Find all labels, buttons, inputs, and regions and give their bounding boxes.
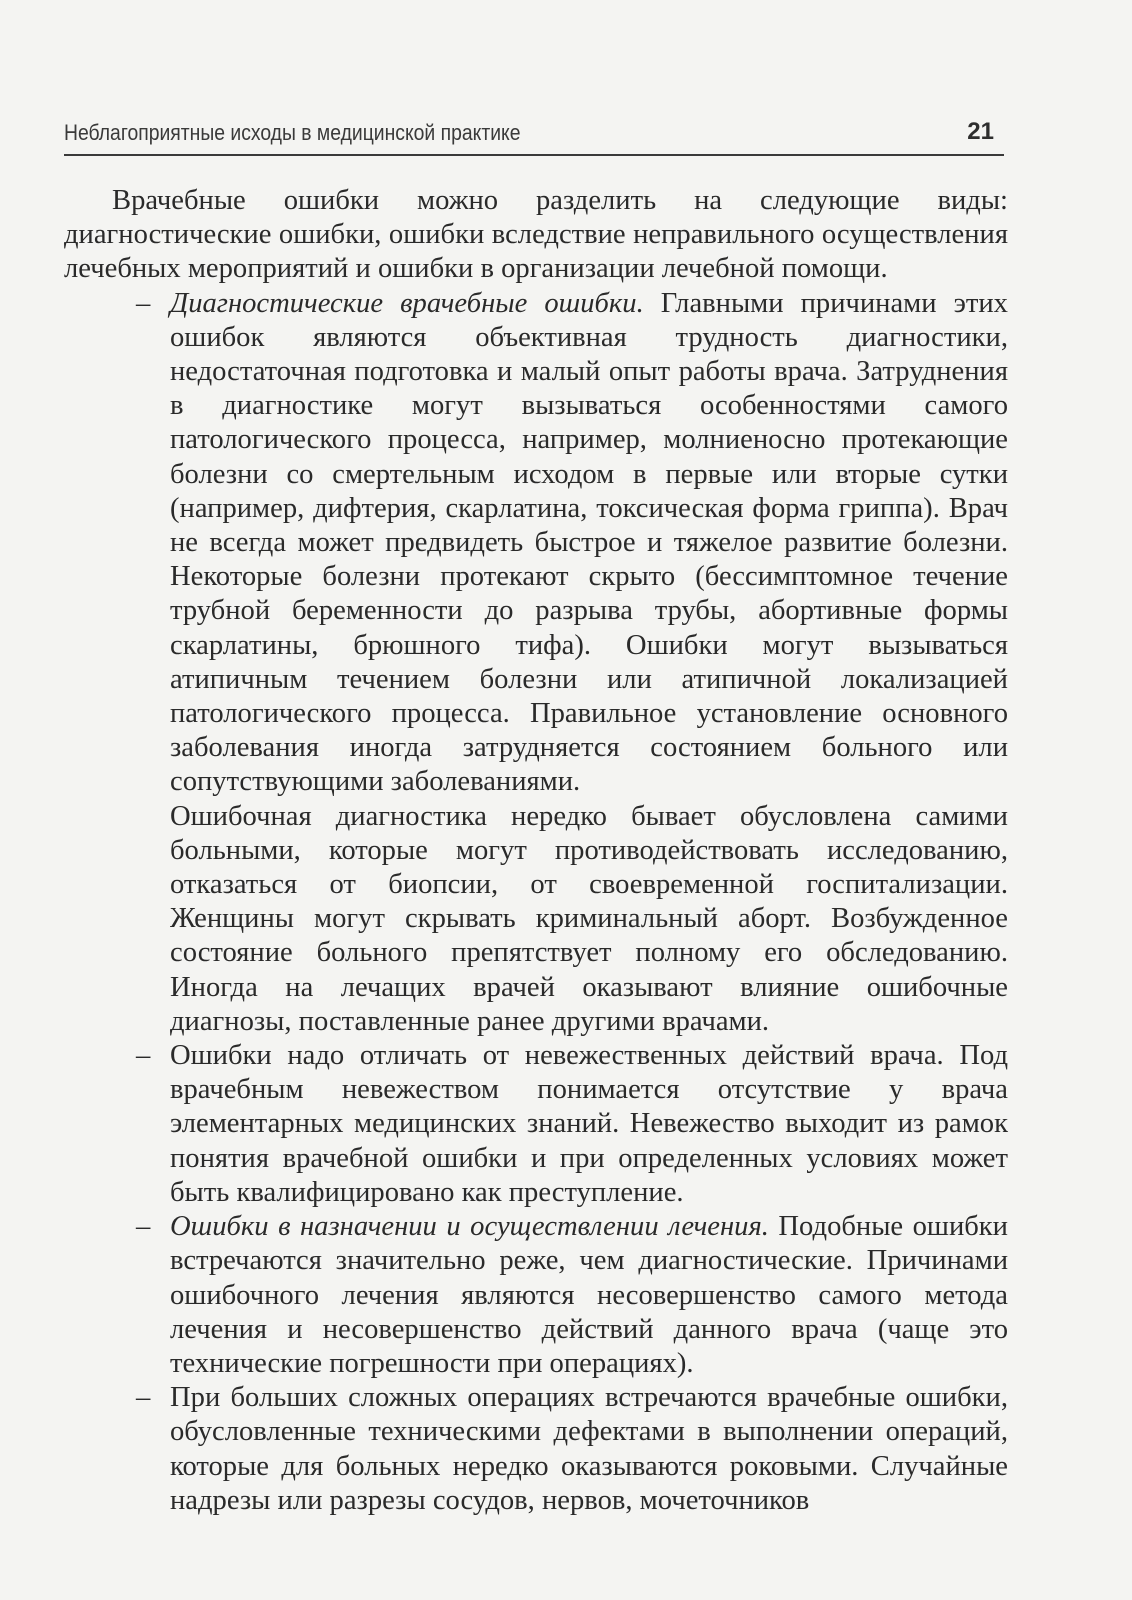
list-item-paragraph: [170, 1381, 1008, 1518]
list-item-continuation: Ошибочная диагностика нередко бывает обусловлена самими больными, которые могут противодействовать исследованию, отказаться от биопсии, от своевременной госпитализации. Женщины могут скрывать криминальный аборт. Возбужденное состояние больного препятствует полному его обследованию. Иногда на лечащих врачей оказывают влияние ошибочные диагнозы, поставленные ранее другими врачами.: [170, 800, 1008, 1037]
list-dash: –: [136, 1040, 151, 1072]
list-item-lead: Ошибки в назначении и осуществлении лечения.: [170, 1211, 769, 1243]
running-header: [64, 118, 1004, 156]
list-item-text: Подобные ошибки встречаются значительно реже, чем диагностические. Причинами ошибочного лечения являются несовершенство самого метода лечения и несовершенство действий данного врача (чаще это технические погрешности при операциях).: [170, 1211, 1008, 1379]
list-dash: –: [136, 287, 151, 319]
page-number: 21: [967, 118, 994, 145]
list-dash: –: [136, 1211, 151, 1243]
list-item: [136, 1039, 1008, 1210]
list-dash: –: [136, 1382, 151, 1414]
list-item-text: При больших сложных операциях встречаются врачебные ошибки, обусловленные техническими дефектами в выполнении операций, которые для больных нередко оказываются роковыми. Случайные надрезы или разрезы сосудов, нервов, мочеточников: [170, 1382, 1008, 1516]
list-item: [136, 287, 1008, 1039]
page-body: [64, 184, 1008, 1518]
list-item: [136, 1210, 1008, 1381]
error-types-list: [64, 287, 1008, 1518]
list-item: [136, 1381, 1008, 1518]
running-title: Неблагоприятные исходы в медицинской практике: [64, 120, 521, 145]
list-item-paragraph: [170, 1210, 1008, 1381]
list-item-text: Ошибки надо отличать от невежественных действий врача. Под врачебным невежеством понимается отсутствие у врача элементарных медицинских знаний. Невежество выходит из рамок понятия врачебной ошибки и при определенных условиях может быть квалифицировано как преступление.: [170, 1040, 1008, 1208]
list-item-text: Главными причинами этих ошибок являются объективная трудность диагностики, недостаточная подготовка и малый опыт работы врача. Затруднения в диагностике могут вызываться особенностями самого патологического процесса, например, молниеносно протекающие болезни со смертельным исходом в первые или вторые сутки (например, дифтерия, скарлатина, токсическая форма гриппа). Врач не всегда может предвидеть быстрое и тяжелое развитие болезни. Некоторые болезни протекают скрыто (бессимптомное течение трубной беременности до разрыва трубы, абортивные формы скарлатины, брюшного тифа). Ошибки могут вызываться атипичным течением болезни или атипичной локализацией патологического процесса. Правильное установление основного заболевания иногда затрудняется состоянием больного или сопутствующими заболеваниями.: [170, 287, 1008, 798]
list-item-lead: Диагностические врачебные ошибки.: [170, 287, 644, 319]
list-item-paragraph: [170, 1039, 1008, 1210]
list-item-paragraph: [170, 287, 1008, 800]
intro-paragraph: Врачебные ошибки можно разделить на следующие виды: диагностические ошибки, ошибки вследствие неправильного осуществления лечебных мероприятий и ошибки в организации лечебной помощи.: [64, 185, 1008, 285]
